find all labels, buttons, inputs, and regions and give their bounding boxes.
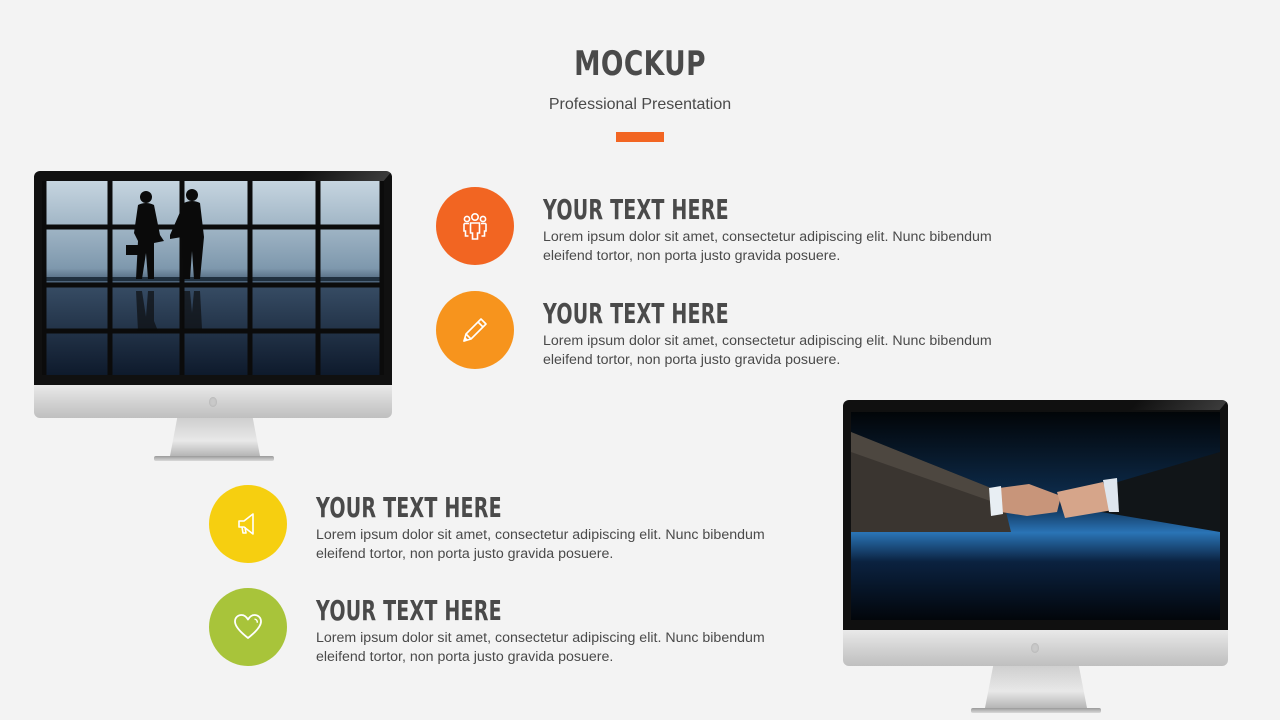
feature-description: Lorem ipsum dolor sit amet, consectetur adipiscing elit. Nunc bibendum eleifend tortor, non porta justo gravida posuere. — [316, 527, 765, 562]
apple-logo-icon — [209, 397, 217, 407]
feature-item — [209, 485, 765, 565]
feature-heading: YOUR TEXT HERE — [316, 594, 502, 627]
monitor-mockup-top — [34, 171, 392, 463]
apple-logo-icon — [1031, 643, 1039, 653]
accent-bar — [616, 132, 664, 142]
feature-heading: YOUR TEXT HERE — [316, 491, 502, 524]
feature-description: Lorem ipsum dolor sit amet, consectetur adipiscing elit. Nunc bibendum eleifend tortor, non porta justo gravida posuere. — [543, 333, 992, 368]
heart-icon — [231, 610, 265, 644]
feature-item — [436, 291, 992, 371]
feature-item — [436, 187, 992, 267]
team-icon — [458, 209, 492, 243]
feature-icon-circle — [436, 187, 514, 265]
screen-image-silhouette — [42, 181, 384, 375]
feature-heading: YOUR TEXT HERE — [543, 193, 729, 226]
feature-icon-circle — [209, 588, 287, 666]
feature-description: Lorem ipsum dolor sit amet, consectetur adipiscing elit. Nunc bibendum eleifend tortor, non porta justo gravida posuere. — [543, 229, 992, 264]
megaphone-icon — [231, 507, 265, 541]
pencil-icon — [458, 313, 492, 347]
handshake-closeup-photo — [851, 412, 1220, 620]
slide-subtitle: Professional Presentation — [548, 96, 732, 113]
screen-image-handshake — [851, 412, 1220, 620]
feature-icon-circle — [209, 485, 287, 563]
feature-item — [209, 588, 765, 668]
slide-title: MOCKUP — [574, 44, 706, 84]
business-silhouette-photo — [42, 181, 384, 375]
feature-heading: YOUR TEXT HERE — [543, 297, 729, 330]
monitor-mockup-bottom — [843, 400, 1228, 716]
feature-icon-circle — [436, 291, 514, 369]
feature-description: Lorem ipsum dolor sit amet, consectetur adipiscing elit. Nunc bibendum eleifend tortor, non porta justo gravida posuere. — [316, 630, 765, 665]
